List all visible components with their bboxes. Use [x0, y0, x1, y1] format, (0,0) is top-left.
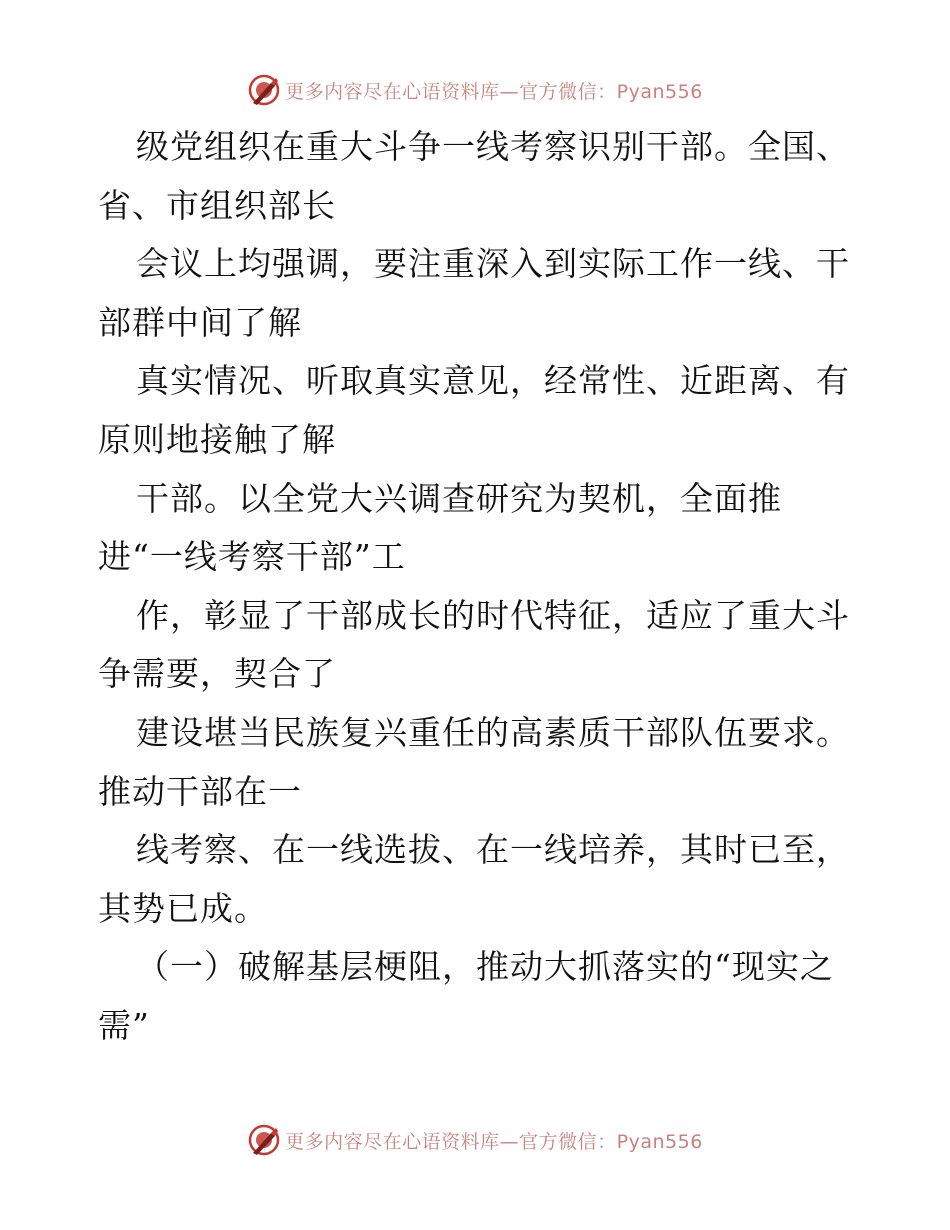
footer-watermark [0, 1120, 950, 1160]
text-line: 其势已成。 [98, 888, 268, 928]
text-line: 作，彰显了干部成长的时代特征，适应了重大斗 [136, 595, 850, 635]
pen-logo-icon [247, 73, 281, 107]
text-line: 会议上均强调，要注重深入到实际工作一线、干 [136, 244, 850, 284]
text-line: 干部。以全党大兴调查研究为契机，全面推 [136, 478, 782, 518]
text-line: 需” [98, 1005, 150, 1045]
section-heading: （一）破解基层梗阻，推动大抓落实的“现实之 [136, 947, 834, 987]
footer-watermark-text: 更多内容尽在心语资料库—官方微信：Pyan556 [285, 1130, 703, 1153]
pen-logo-icon [247, 1123, 281, 1157]
document-body [98, 118, 858, 1056]
text-line: 原则地接触了解 [98, 419, 336, 459]
text-line: 级党组织在重大斗争一线考察识别干部。全国、 [136, 127, 850, 166]
text-line: 推动干部在一 [98, 771, 302, 811]
text-line: 建设堪当民族复兴重任的高素质干部队伍要求。 [136, 712, 850, 752]
text-line: 部群中间了解 [98, 302, 302, 342]
text-line: 线考察、在一线选拔、在一线培养，其时已至， [136, 830, 850, 870]
header-watermark [0, 70, 950, 110]
text-line: 真实情况、听取真实意见，经常性、近距离、有 [136, 361, 850, 401]
text-line: 进“一线考察干部”工 [98, 537, 406, 577]
text-line: 省、市组织部长 [98, 185, 336, 225]
header-watermark-text: 更多内容尽在心语资料库—官方微信：Pyan556 [285, 80, 703, 103]
text-line: 争需要，契合了 [98, 654, 336, 694]
